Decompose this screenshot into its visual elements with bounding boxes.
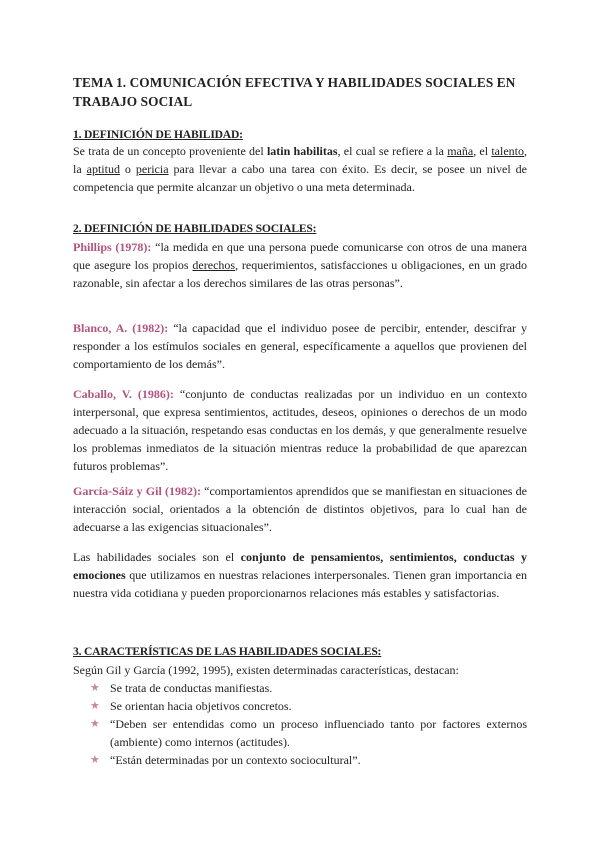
definition-phillips xyxy=(73,238,527,292)
list-item xyxy=(73,751,527,769)
author-citation: García-Sáiz y Gil (1982): xyxy=(73,484,201,498)
text-run: Las habilidades sociales son el xyxy=(73,550,241,564)
characteristics-list xyxy=(73,679,527,769)
definition-caballo xyxy=(73,385,527,475)
text-run: o xyxy=(119,162,136,176)
text-run: , requerimientos, satisfacciones u obligaciones, en un grado razonable, sin afectar a los derechos similares de las otras personas”. xyxy=(73,258,527,290)
author-citation: Phillips (1978): xyxy=(73,240,152,254)
list-item-text: “Están determinadas por un contexto sociocultural”. xyxy=(110,753,361,767)
author-citation: Caballo, V. (1986): xyxy=(73,387,174,401)
bold-term: latin habilitas xyxy=(266,144,338,158)
list-item-text: “Deben ser entendidas como un proceso influenciado tanto por factores externos (ambiente) como internos (actitudes). xyxy=(110,717,527,749)
list-item xyxy=(73,697,527,715)
summary-paragraph xyxy=(73,548,527,602)
section-3-heading: 3. CARACTERÍSTICAS DE LAS HABILIDADES SOCIALES: xyxy=(73,645,382,658)
section-3-intro: Según Gil y García (1992, 1995), existen determinadas características, destacan: xyxy=(73,663,459,677)
underlined-term: talento xyxy=(491,144,524,158)
page-title: TEMA 1. COMUNICACIÓN EFECTIVA Y HABILIDADES SOCIALES EN TRABAJO SOCIAL xyxy=(73,75,516,109)
section-1-paragraph xyxy=(73,142,527,196)
list-item xyxy=(73,679,527,697)
star-bullet-icon: ★ xyxy=(90,700,100,712)
text-run: , el xyxy=(473,144,492,158)
section-2-heading: 2. DEFINICIÓN DE HABILIDADES SOCIALES: xyxy=(73,222,317,235)
text-run: que utilizamos en nuestras relaciones interpersonales. Tienen gran importancia en nuestra vida cotidiana y pueden proporcionarnos relaciones más estables y satisfactorias. xyxy=(73,568,527,600)
definition-garcia-saiz-gil xyxy=(73,482,527,536)
underlined-term: pericia xyxy=(135,162,169,176)
text-run: Se trata de un concepto proveniente del xyxy=(73,144,267,158)
list-item xyxy=(73,715,527,751)
author-citation: Blanco, A. (1982): xyxy=(73,321,169,335)
list-item-text: Se trata de conductas manifiestas. xyxy=(110,681,273,695)
underlined-term: aptitud xyxy=(86,162,120,176)
underlined-term: maña xyxy=(447,144,474,158)
text-run: para llevar a cabo una tarea con éxito. Es decir, se posee un nivel de competencia que permite alcanzar un objetivo o una meta determinada. xyxy=(73,162,527,194)
text-run: “comportamientos aprendidos que se manifiestan en situaciones de interacción social, orientados a la obtención de distintos objetivos, para lo cual han de adecuarse a las exigencias situacionales”. xyxy=(73,484,527,534)
section-1-heading: 1. DEFINICIÓN DE HABILIDAD: xyxy=(73,128,243,141)
text-run: “la medida en que una persona puede comunicarse con otros de una manera que asegure los propios xyxy=(73,240,528,272)
text-run: “la capacidad que el individuo posee de percibir, entender, descifrar y responder a los estímulos sociales en general, específicamente a aquellos que provienen del comportamiento de los demás”. xyxy=(73,321,527,371)
bold-term: conjunto de pensamientos, sentimientos, conductas y emociones xyxy=(73,550,527,582)
list-item-text: Se orientan hacia objetivos concretos. xyxy=(110,699,292,713)
star-bullet-icon: ★ xyxy=(90,718,100,730)
definition-blanco xyxy=(73,319,527,373)
text-run: , la xyxy=(73,144,527,176)
text-run: “conjunto de conductas realizadas por un individuo en un contexto interpersonal, que expresa sentimientos, actitudes, deseos, opiniones o derechos de un modo adecuado a la situación, respetando esas conductas en los demás, y que generalmente resuelve los problemas inmediatos de la situación mientras reduce la probabilidad de que aparezcan futuros problemas”. xyxy=(73,387,527,473)
star-bullet-icon: ★ xyxy=(90,682,100,694)
star-bullet-icon: ★ xyxy=(90,754,100,766)
text-run: , el cual se refiere a la xyxy=(337,144,448,158)
underlined-term: derechos xyxy=(192,258,236,272)
